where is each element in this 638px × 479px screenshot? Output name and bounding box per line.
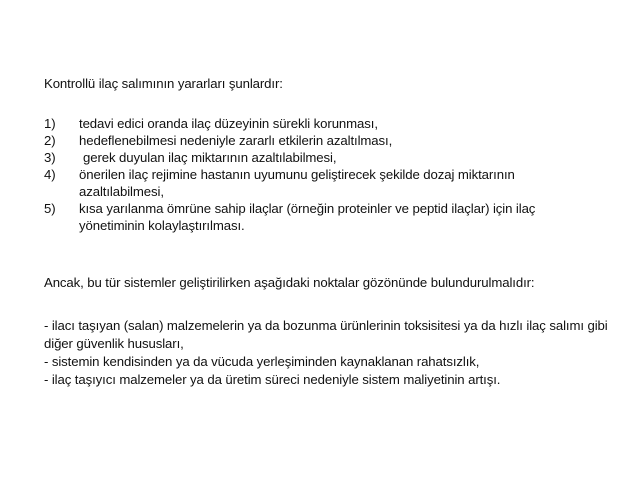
list-item-number: 4) (44, 167, 56, 182)
list-item-number: 1) (44, 116, 56, 131)
list-item (44, 132, 614, 149)
benefits-list (44, 115, 614, 234)
list-item-text: önerilen ilaç rejimine hastanın uyumunu geliştirecek şekilde dozaj miktarının azaltılabilmesi, (79, 167, 515, 199)
list-item-text: hedeflenebilmesi nedeniyle zararlı etkilerin azaltılması, (79, 133, 393, 148)
list-item-text: gerek duyulan ilaç miktarının azaltılabilmesi, (83, 150, 337, 165)
intro-heading: Kontrollü ilaç salımının yararları şunlardır: (44, 76, 283, 91)
list-item-number: 2) (44, 133, 56, 148)
list-item (44, 200, 614, 234)
consideration-item: - sistemin kendisinden ya da vücuda yerleşiminden kaynaklanan rahatsızlık, (44, 354, 480, 369)
list-item (44, 115, 614, 132)
list-item (44, 166, 614, 200)
consideration-item: - ilacı taşıyan (salan) malzemelerin ya da bozunma ürünlerinin toksisitesi ya da hızlı ilaç salımı gibi diğer güvenlik hususları, (44, 318, 608, 351)
list-item-number: 5) (44, 201, 56, 216)
list-item-text: kısa yarılanma ömrüne sahip ilaçlar (örneğin proteinler ve peptid ilaçlar) için ilaç yönetiminin kolaylaştırılması. (79, 201, 536, 233)
list-item-text: tedavi edici oranda ilaç düzeyinin sürekli korunması, (79, 116, 378, 131)
considerations-list (44, 317, 624, 389)
list-item (44, 149, 614, 166)
considerations-heading: Ancak, bu tür sistemler geliştirilirken aşağıdaki noktalar gözönünde bulundurulmalıdır: (44, 275, 535, 290)
consideration-item: - ilaç taşıyıcı malzemeler ya da üretim süreci nedeniyle sistem maliyetinin artışı. (44, 372, 501, 387)
list-item-number: 3) (44, 150, 56, 165)
